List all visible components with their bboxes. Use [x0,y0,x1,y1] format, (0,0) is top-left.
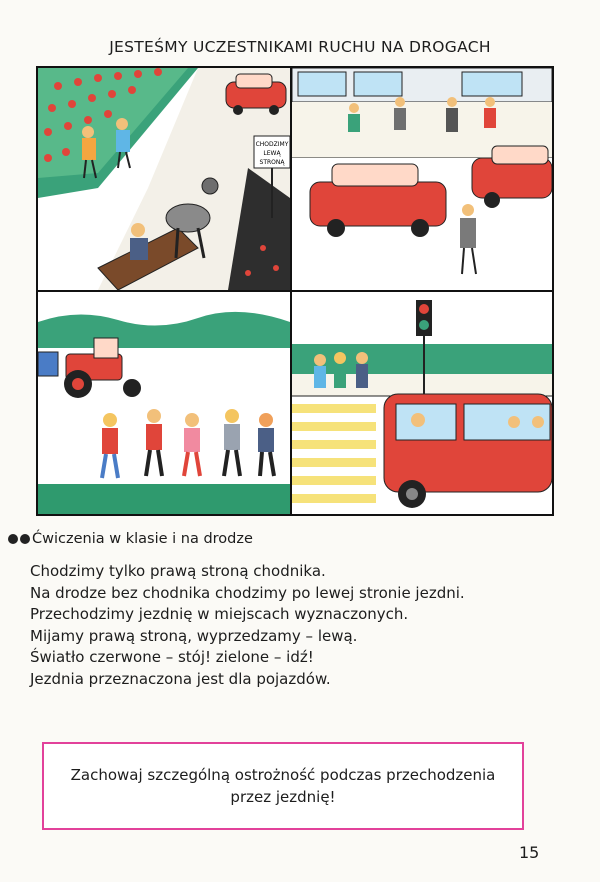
exercise-line: Przechodzimy jezdnię w miejscach wyznaczonych. [30,605,409,624]
warning-line-2: przez jezdnię! [230,788,336,806]
panel-country-road [38,68,292,292]
sign-text-line-3: STRONĄ [259,159,285,166]
warning-line-1: Zachowaj szczególną ostrożność podczas przechodzenia [70,766,496,784]
red-bus [384,394,552,508]
page-title: JESTEŚMY UCZESTNIKAMI RUCHU NA DROGACH [109,38,491,56]
children-waiting [314,352,368,388]
sidewalk-crossing [292,374,552,396]
warning-box [42,742,524,830]
panel-children-walking [38,292,292,514]
sign-text-line-1: CHODZIMY [255,141,289,148]
exercise-line: Na drodze bez chodnika chodzimy po lewej stronie jezdni. [30,583,465,602]
sign-text-line-2: LEWĄ [263,150,281,157]
bullet-dot-icon [20,534,30,544]
exercise-heading: Ćwiczenia w klasie i na drodze [32,531,253,547]
exercise-line: Mijamy prawą stroną, wyprzedzamy – lewą. [30,626,358,645]
hedge [292,344,552,374]
panel-city-street [292,68,552,292]
page-number: 15 [519,843,540,862]
exercise-lines [30,561,465,691]
exercise-heading-row [8,531,253,547]
bullet-dot-icon [8,534,18,544]
exercise-line: Jezdnia przeznaczona jest dla pojazdów. [30,669,331,688]
exercise-line: Światło czerwone – stój! zielone – idź! [30,648,314,667]
illustration-grid [36,66,554,516]
grass-strip [38,484,290,514]
panel-crossing-bus [292,292,552,514]
exercise-line: Chodzimy tylko prawą stroną chodnika. [30,562,326,580]
